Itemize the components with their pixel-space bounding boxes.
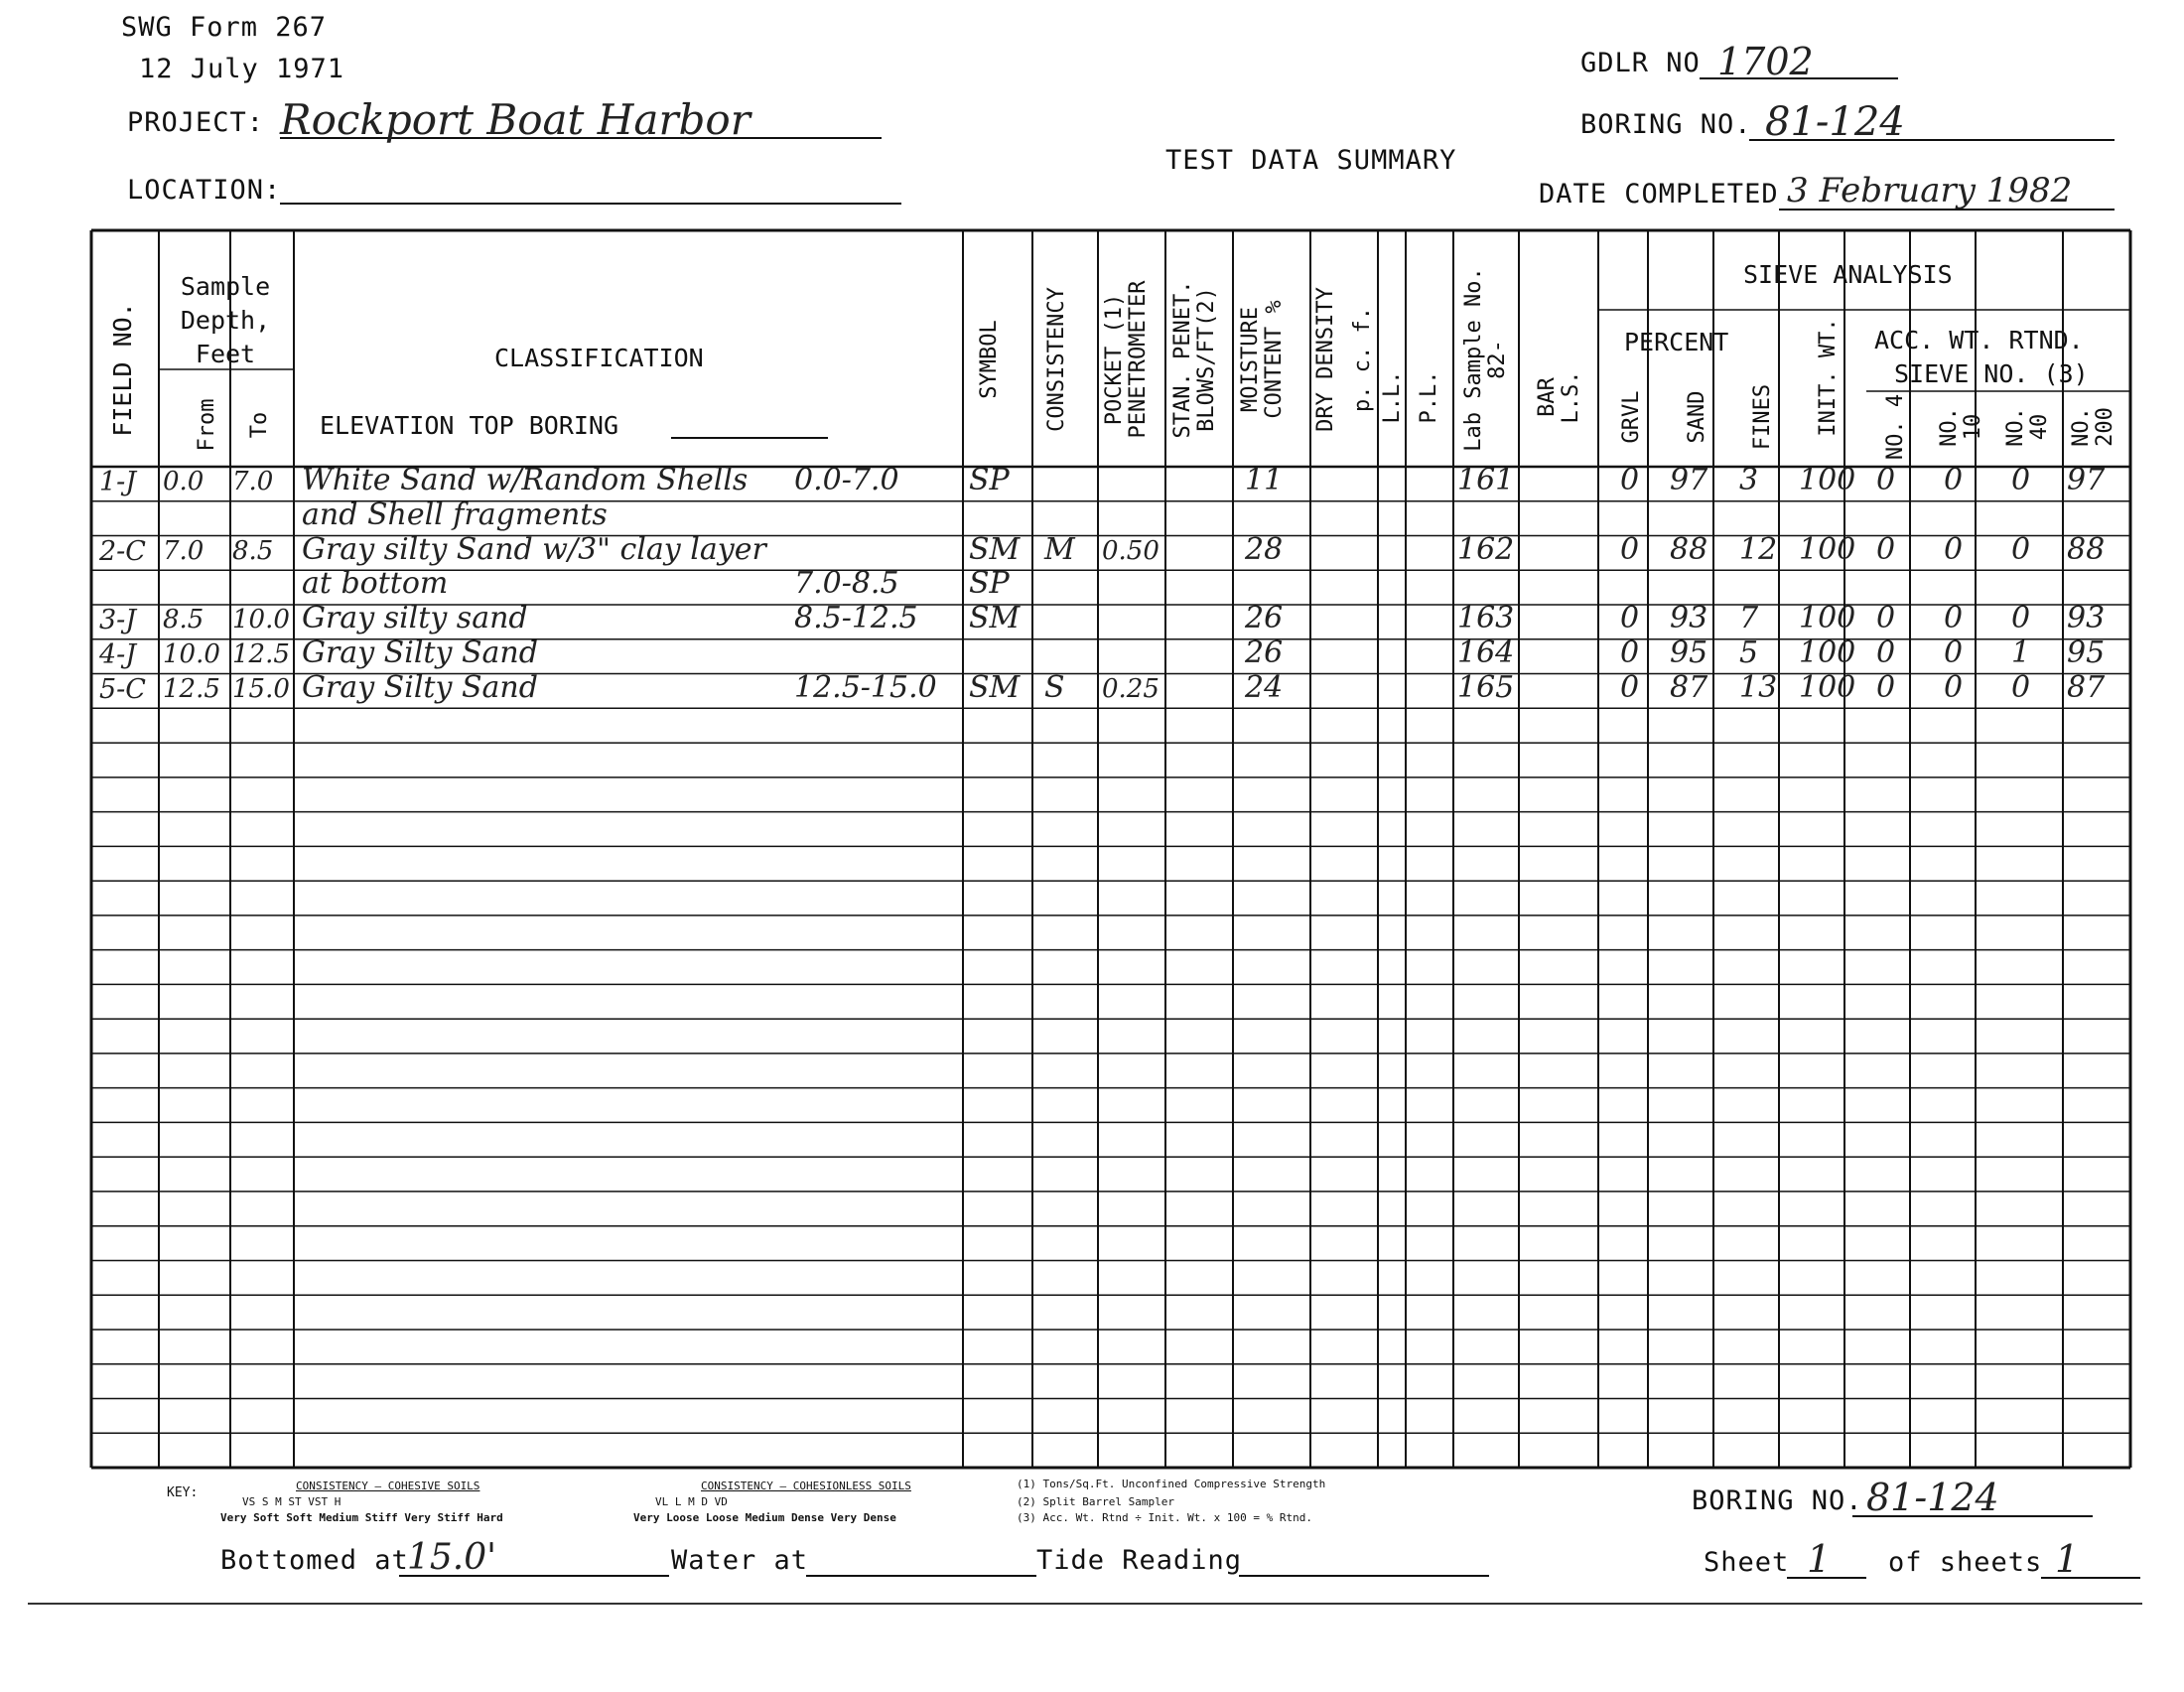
init-wt-cell[interactable]: 100 [1799,601,1856,636]
from-cell[interactable]: 8.5 [163,605,205,635]
header-to: To [247,411,272,439]
fines-cell[interactable]: 3 [1739,463,1759,497]
no40-cell[interactable]: 0 [2011,669,2031,705]
pocket-penetrometer-cell[interactable]: 0.25 [1102,673,1160,704]
consistency-cell[interactable]: S [1044,669,1065,705]
no200-cell[interactable]: 88 [2067,531,2106,567]
no10-cell[interactable]: 0 [1944,634,1964,670]
key-cohesionless-title: CONSISTENCY — COHESIONLESS SOILS [701,1480,911,1492]
header-moisture: MOISTURE CONTENT % [1238,300,1287,419]
no10-cell[interactable]: 0 [1944,531,1964,567]
no200-cell[interactable]: 93 [2067,601,2106,636]
no200-cell[interactable]: 97 [2067,463,2106,497]
header-grvl: GRVL [1619,390,1644,444]
boring-label: BORING NO. [1580,109,1752,140]
bottom-rule [28,1603,2142,1605]
moisture-cell[interactable]: 28 [1245,531,1284,567]
symbol-cell[interactable]: SM [969,531,1021,567]
header-acc-wt: ACC. WT. RTND. [1874,326,2084,354]
key-cohesive-words: Very Soft Soft Medium Stiff Very Stiff Hard [220,1511,503,1524]
sand-cell[interactable]: 95 [1670,634,1708,670]
date-completed-label: DATE COMPLETED [1539,179,1779,210]
moisture-cell[interactable]: 11 [1245,463,1284,497]
to-cell[interactable]: 8.5 [232,535,274,566]
to-cell[interactable]: 12.5 [232,638,290,669]
fines-cell[interactable]: 5 [1739,634,1759,670]
lab-sample-cell[interactable]: 162 [1457,531,1515,567]
classification-cell[interactable]: Gray Silty Sand [302,634,538,670]
tide-label: Tide Reading [1036,1545,1243,1576]
form-title: TEST DATA SUMMARY [1165,145,1457,176]
header-pcf: p. c. f. [1350,307,1375,412]
depth-range-cell[interactable]: 7.0-8.5 [794,566,899,602]
no4-cell[interactable]: 0 [1876,669,1896,705]
no10-cell[interactable]: 0 [1944,669,1964,705]
symbol-cell[interactable]: SM [969,601,1021,636]
header-lab-sample: Lab Sample No. 82- [1461,267,1510,452]
header-fines: FINES [1750,383,1775,451]
boring-value[interactable]: 81-124 [1765,99,1905,145]
of-sheets-label: of sheets [1888,1547,2043,1578]
header-sieve-no: SIEVE NO. (3) [1894,359,2089,388]
header-sample-depth: Sample Depth, Feet [180,272,271,368]
header-classification: CLASSIFICATION [494,344,704,372]
header-from: From [195,398,219,452]
no40-cell[interactable]: 0 [2011,601,2031,636]
header-symbol: SYMBOL [977,320,1002,399]
key-label: KEY: [167,1485,199,1500]
header-dry-density: DRY DENSITY [1313,287,1338,432]
header-no10: NO. 10 [1937,407,1985,447]
field-no-cell[interactable]: 1-J [99,467,137,497]
project-value[interactable]: Rockport Boat Harbor [280,95,751,144]
depth-range-cell[interactable]: 8.5-12.5 [794,601,918,636]
no40-cell[interactable]: 1 [2011,634,2031,670]
key-cohesive-title: CONSISTENCY — COHESIVE SOILS [296,1480,480,1492]
grvl-cell[interactable]: 0 [1620,634,1640,670]
lab-sample-cell[interactable]: 164 [1457,634,1515,670]
no4-cell[interactable]: 0 [1876,531,1896,567]
header-percent: PERCENT [1624,328,1729,356]
key-note-2: (2) Split Barrel Sampler [1017,1495,1174,1508]
field-no-cell[interactable]: 4-J [99,638,137,670]
sheet-value[interactable]: 1 [1807,1537,1832,1581]
classification-cell[interactable]: at bottom [302,566,449,602]
key-note-1: (1) Tons/Sq.Ft. Unconfined Compressive Strength [1017,1478,1326,1490]
classification-cell[interactable]: Gray Silty Sand [302,669,538,705]
consistency-cell[interactable]: M [1044,531,1075,567]
from-cell[interactable]: 10.0 [163,638,220,669]
field-no-cell[interactable]: 3-J [99,605,137,636]
sand-cell[interactable]: 88 [1670,531,1708,567]
form-date: 12 July 1971 [139,54,345,84]
key-cohesionless-codes: VL L M D VD [655,1495,728,1508]
header-sand: SAND [1685,390,1709,444]
location-label: LOCATION: [127,175,282,206]
to-cell[interactable]: 7.0 [232,467,274,496]
header-pl: P.L. [1417,370,1441,424]
of-sheets-value[interactable]: 1 [2055,1537,2080,1581]
key-cohesive-codes: VS S M ST VST H [242,1495,341,1508]
grvl-cell[interactable]: 0 [1620,531,1640,567]
key-cohesionless-words: Very Loose Loose Medium Dense Very Dense [633,1511,896,1524]
grvl-cell[interactable]: 0 [1620,601,1640,636]
header-ll: L.L. [1380,370,1405,424]
symbol-cell[interactable]: SP [969,566,1010,602]
header-pocket-penetrometer: POCKET (1) PENETROMETER [1102,280,1151,439]
no40-cell[interactable]: 0 [2011,531,2031,567]
project-label: PROJECT: [127,107,265,138]
header-stan-penet: STAN. PENET. BLOWS/FT(2) [1170,280,1219,439]
lab-sample-cell[interactable]: 163 [1457,601,1515,636]
fines-cell[interactable]: 12 [1739,531,1778,567]
field-no-cell[interactable]: 5-C [99,673,146,705]
no4-cell[interactable]: 0 [1876,634,1896,670]
header-sieve-analysis: SIEVE ANALYSIS [1743,260,1953,289]
sand-cell[interactable]: 93 [1670,601,1708,636]
header-bar-ls: BAR L.S. [1535,370,1583,424]
no10-cell[interactable]: 0 [1944,601,1964,636]
init-wt-cell[interactable]: 100 [1799,531,1856,567]
header-no200: NO. 200 [2069,407,2117,447]
to-cell[interactable]: 10.0 [232,605,290,635]
header-field-no: FIELD NO. [108,302,137,437]
sand-cell[interactable]: 87 [1670,669,1708,705]
classification-cell[interactable]: and Shell fragments [302,496,608,532]
no40-cell[interactable]: 0 [2011,463,2031,497]
pocket-penetrometer-cell[interactable]: 0.50 [1102,535,1160,566]
grvl-cell[interactable]: 0 [1620,669,1640,705]
from-cell[interactable]: 12.5 [163,673,220,704]
classification-cell[interactable]: Gray silty Sand w/3" clay layer [302,531,766,567]
to-cell[interactable]: 15.0 [232,673,290,704]
classification-cell[interactable]: White Sand w/Random Shells [302,463,749,497]
field-no-cell[interactable]: 2-C [99,535,146,567]
lab-sample-cell[interactable]: 161 [1457,463,1515,497]
moisture-cell[interactable]: 26 [1245,634,1284,670]
no10-cell[interactable]: 0 [1944,463,1964,497]
classification-cell[interactable]: Gray silty sand [302,601,528,636]
header-elevation: ELEVATION TOP BORING [320,411,619,440]
no200-cell[interactable]: 87 [2067,669,2106,705]
from-cell[interactable]: 7.0 [163,535,205,566]
gdlr-label: GDLR NO [1580,48,1701,78]
header-no4: NO. 4 [1883,393,1908,461]
moisture-cell[interactable]: 26 [1245,601,1284,636]
water-label: Water at [671,1545,809,1576]
bottomed-value[interactable]: 15.0' [407,1537,497,1578]
symbol-cell[interactable]: SM [969,669,1021,705]
fines-cell[interactable]: 7 [1739,601,1759,636]
boring-footer-label: BORING NO. [1692,1485,1863,1516]
bottomed-label: Bottomed at [220,1545,409,1576]
from-cell[interactable]: 0.0 [163,467,205,496]
moisture-cell[interactable]: 24 [1245,669,1284,705]
grvl-cell[interactable]: 0 [1620,463,1640,497]
depth-range-cell[interactable]: 0.0-7.0 [794,463,899,497]
init-wt-cell[interactable]: 100 [1799,669,1856,705]
boring-footer-value[interactable]: 81-124 [1866,1476,1999,1519]
key-note-3: (3) Acc. Wt. Rtnd ÷ Init. Wt. x 100 = % Rtnd. [1017,1511,1313,1524]
sand-cell[interactable]: 97 [1670,463,1708,497]
header-init-wt: INIT. WT. [1816,318,1841,437]
gdlr-value[interactable]: 1702 [1717,40,1814,83]
header-no40: NO. 40 [2003,407,2052,447]
no4-cell[interactable]: 0 [1876,601,1896,636]
header-consistency: CONSISTENCY [1044,287,1069,432]
depth-range-cell[interactable]: 12.5-15.0 [794,669,937,705]
sheet-label: Sheet [1704,1547,1790,1578]
date-completed-value[interactable]: 3 February 1982 [1787,171,2073,211]
fines-cell[interactable]: 13 [1739,669,1778,705]
init-wt-cell[interactable]: 100 [1799,634,1856,670]
lab-sample-cell[interactable]: 165 [1457,669,1515,705]
form-name: SWG Form 267 [121,12,328,43]
init-wt-cell[interactable]: 100 [1799,463,1856,497]
no200-cell[interactable]: 95 [2067,634,2106,670]
no4-cell[interactable]: 0 [1876,463,1896,497]
symbol-cell[interactable]: SP [969,463,1010,497]
